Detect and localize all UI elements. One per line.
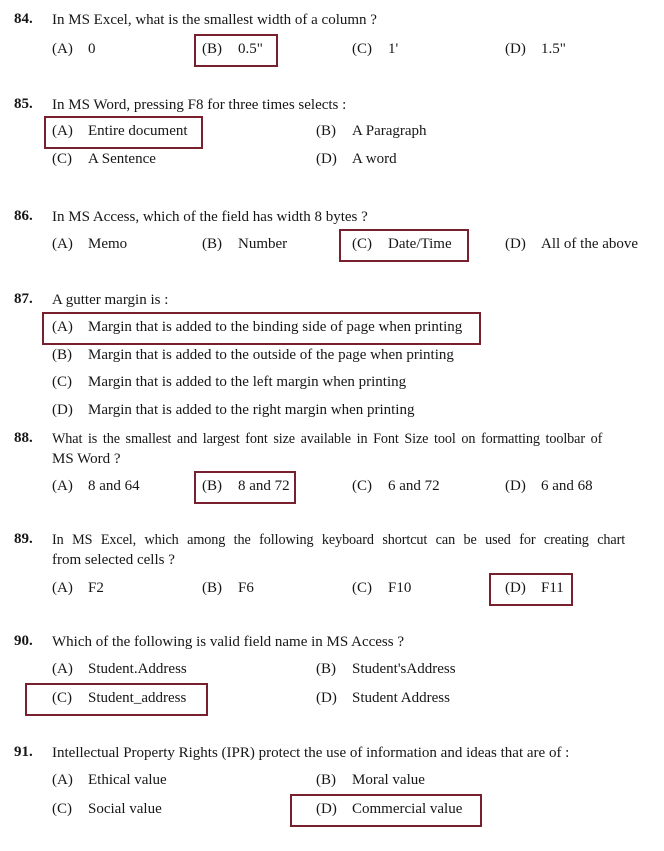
option-88-c: (C) 6 and 72 [352,478,440,494]
option-84-c: (C) 1' [352,41,399,57]
option-88-a: (A) 8 and 64 [52,478,140,494]
question-87-option-b-row [0,346,664,372]
option-85-c: (C) A Sentence [52,151,156,167]
option-84-d: (D) 1.5" [505,41,566,57]
question-88 [14,429,664,469]
option-90-c-answer-box: (C) Student_address [25,683,208,716]
option-91-a: (A) Ethical value [52,772,167,788]
option-86-b: (B) Number [202,236,288,252]
question-89-options [0,579,664,605]
option-85-b: (B) A Paragraph [316,123,427,139]
question-87-option-c-row [0,373,664,399]
question-87 [14,290,664,310]
question-text: Intellectual Property Rights (IPR) protect the use of information and ideas that are of : [52,745,570,761]
question-number: 88. [14,430,33,446]
option-86-a: (A) Memo [52,236,128,252]
question-85-options-row2 [0,150,664,176]
option-89-b: (B) F6 [202,580,254,596]
question-text-line2: MS Word ? [52,451,121,467]
option-86-c-answer-box: (C) Date/Time [339,229,469,262]
option-86-d: (D) All of the above [505,236,639,252]
option-91-b: (B) Moral value [316,772,425,788]
question-91-options-row2 [0,800,664,826]
question-90 [14,632,664,652]
option-84-a: (A) 0 [52,41,96,57]
question-number: 85. [14,96,33,112]
option-91-d-answer-box: (D) Commercial value [290,794,482,827]
option-88-b-answer-box: (B) 8 and 72 [194,471,296,504]
question-text: Which of the following is valid field name in MS Access ? [52,634,405,650]
question-text-line1: What is the smallest and largest font size available in Font Size tool on formatting toolbar of [52,431,603,447]
question-85 [14,95,664,115]
question-84 [14,10,664,30]
question-84-options [0,40,664,66]
question-89 [14,530,664,570]
question-85-options-row1 [0,122,664,148]
option-90-b: (B) Student'sAddress [316,661,456,677]
option-87-b: (B) Margin that is added to the outside of the page when printing [52,347,454,363]
question-number: 91. [14,744,33,760]
question-86 [14,207,664,227]
question-text: In MS Access, which of the field has width 8 bytes ? [52,209,368,225]
question-text: In MS Excel, what is the smallest width of a column ? [52,12,377,28]
option-89-d-answer-box: (D) F11 [489,573,573,606]
question-text-line2: from selected cells ? [52,552,175,568]
question-number: 86. [14,208,33,224]
option-91-c: (C) Social value [52,801,162,817]
question-90-options-row2 [0,689,664,715]
question-number: 90. [14,633,33,649]
question-text: In MS Word, pressing F8 for three times selects : [52,97,347,113]
option-90-a: (A) Student.Address [52,661,187,677]
question-91 [14,743,664,763]
option-85-d: (D) A word [316,151,397,167]
option-84-b-answer-box: (B) 0.5" [194,34,278,67]
question-text: A gutter margin is : [52,292,169,308]
option-90-d: (D) Student Address [316,690,450,706]
option-87-d: (D) Margin that is added to the right margin when printing [52,402,415,418]
option-85-a-answer-box: (A) Entire document [44,116,203,149]
question-number: 87. [14,291,33,307]
question-87-option-d-row [0,401,664,427]
question-number: 89. [14,531,33,547]
question-88-options [0,477,664,503]
option-87-a-answer-box: (A) Margin that is added to the binding side of page when printing [42,312,481,345]
option-88-d: (D) 6 and 68 [505,478,593,494]
question-text-line1: In MS Excel, which among the following keyboard shortcut can be used for creating chart [52,532,626,548]
option-89-a: (A) F2 [52,580,104,596]
question-87-option-a-row [0,318,664,344]
question-number: 84. [14,11,33,27]
option-89-c: (C) F10 [352,580,412,596]
question-86-options [0,235,664,261]
option-87-c: (C) Margin that is added to the left margin when printing [52,374,407,390]
